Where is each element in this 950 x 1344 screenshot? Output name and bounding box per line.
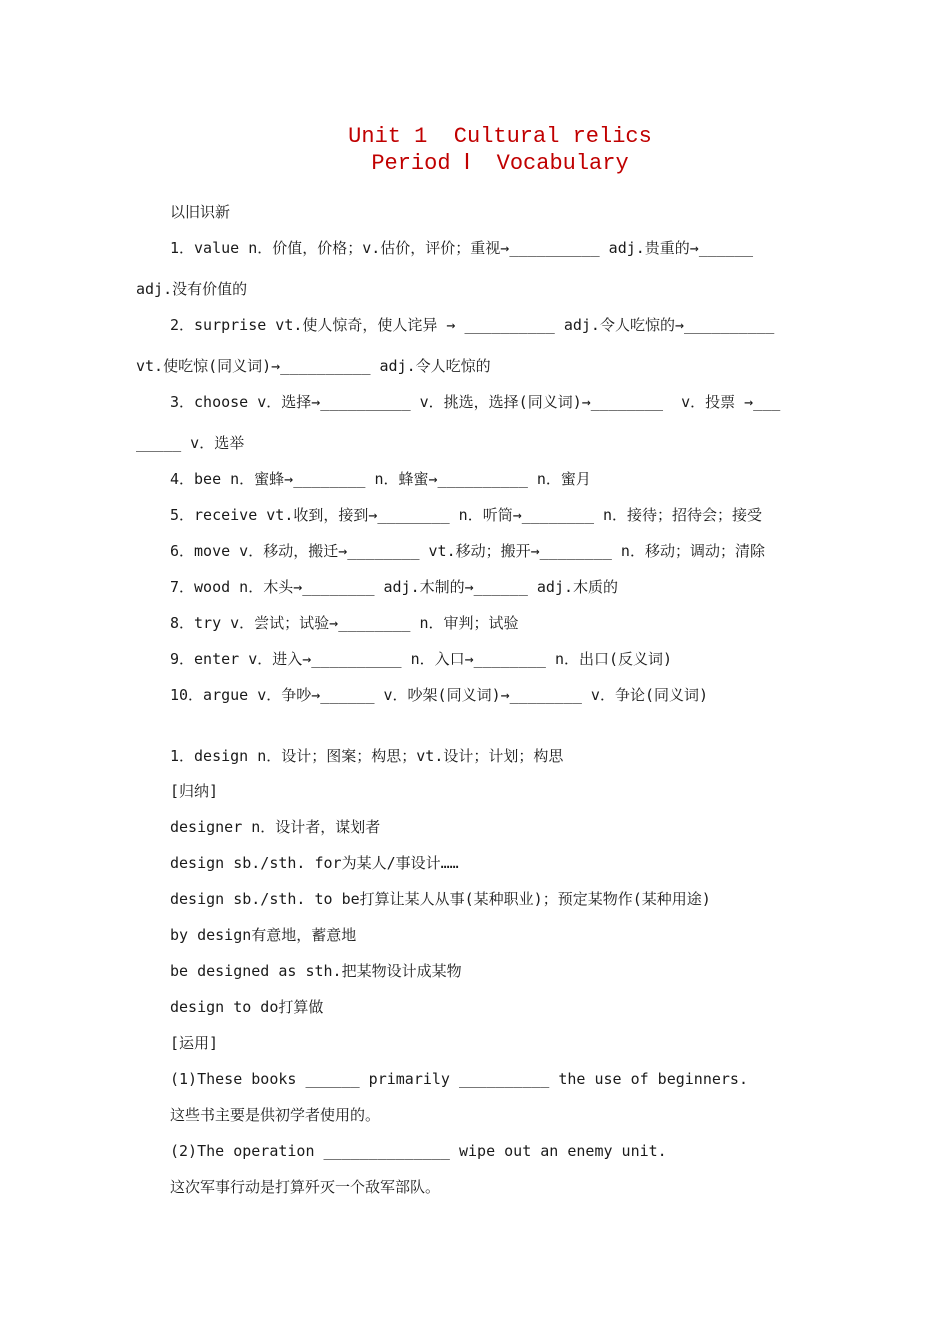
vocab-item: 1．value n．价值，价格；v.估价，评价；重视→__________ adj.贵重的→______ [170, 239, 754, 257]
usage-line: design sb./sth. to be打算让某人从事(某种职业)；预定某物作(某种用途) [170, 890, 711, 908]
vocab-item: 7．wood n．木头→________ adj.木制的→______ adj.木质的 [170, 578, 619, 596]
vocab-item: 10．argue v．争吵→______ v．吵架(同义词)→________ v．争论(同义词) [170, 686, 709, 704]
usage-line: designer n．设计者，谋划者 [170, 818, 381, 836]
unit-title: Unit 1 Cultural relics [348, 124, 652, 149]
vocab-item: 9．enter v．进入→__________ n．入口→________ n．出口(反义词) [170, 650, 673, 668]
exercise-translation: 这些书主要是供初学者使用的。 [170, 1106, 381, 1124]
summary-heading: [归纳] [170, 782, 219, 800]
vocab-item: 3．choose v．选择→__________ v．挑选，选择(同义词)→________ v．投票 →___ [170, 393, 781, 411]
section-heading: 以旧识新 [170, 203, 231, 221]
vocab-item-continuation: adj.没有价值的 [136, 280, 248, 298]
vocab-item: 4．bee n．蜜蜂→________ n．蜂蜜→__________ n．蜜月 [170, 470, 591, 488]
vocab-item-continuation: vt.使吃惊(同义词)→__________ adj.令人吃惊的 [136, 357, 491, 375]
exercise-translation: 这次军事行动是打算歼灭一个敌军部队。 [170, 1178, 441, 1196]
usage-line: be designed as sth.把某物设计成某物 [170, 962, 462, 980]
usage-line: design to do打算做 [170, 998, 324, 1016]
exercise-sentence: (1)These books ______ primarily __________ the use of beginners. [170, 1070, 748, 1088]
vocab-item-continuation: _____ v．选举 [136, 434, 245, 452]
vocab-item: 2．surprise vt.使人惊奇，使人诧异 → __________ adj.令人吃惊的→__________ [170, 316, 775, 334]
usage-line: by design有意地，蓄意地 [170, 926, 357, 944]
exercise-sentence: (2)The operation ______________ wipe out an enemy unit. [170, 1142, 667, 1160]
vocab-item: 5．receive vt.收到，接到→________ n．听筒→________ n．接待；招待会；接受 [170, 506, 763, 524]
practice-heading: [运用] [170, 1034, 219, 1052]
vocab-item: 6．move v．移动，搬迁→________ vt.移动；搬开→________ n．移动；调动；清除 [170, 542, 765, 560]
word-entry: 1．design n．设计；图案；构思；vt.设计；计划；构思 [170, 747, 564, 765]
vocab-item: 8．try v．尝试；试验→________ n．审判；试验 [170, 614, 519, 632]
usage-line: design sb./sth. for为某人/事设计…… [170, 854, 459, 872]
period-title: Period Ⅰ Vocabulary [371, 151, 629, 176]
